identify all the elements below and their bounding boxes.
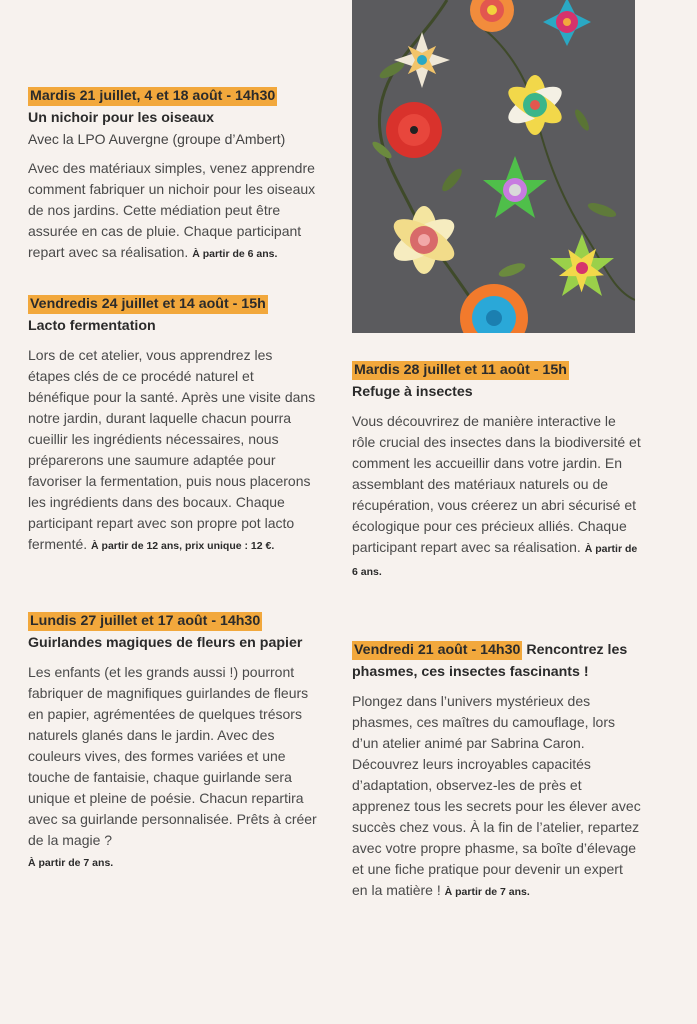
event-title: Lacto fermentation	[28, 318, 156, 334]
event-title: Rencontrez les phasmes, ces insectes fascinants !	[352, 642, 628, 680]
event-title: Refuge à insectes	[352, 384, 473, 400]
paper-flowers-photo	[352, 0, 635, 333]
event-date: Vendredi 21 août - 14h30	[354, 642, 521, 658]
event-description	[28, 158, 318, 265]
event-title: Guirlandes magiques de fleurs en papier	[28, 635, 303, 651]
event-description	[28, 345, 318, 557]
event-heading	[352, 639, 642, 683]
event-lacto	[28, 295, 318, 557]
event-date: Vendredis 24 juillet et 14 août - 15h	[30, 296, 266, 312]
event-description	[28, 662, 318, 874]
event-age: À partir de 7 ans.	[28, 857, 114, 869]
event-body-text: Les enfants (et les grands aussi !) pourront fabriquer de magnifiques guirlandes de fleurs en papier, agrémentées de quelques trésors naturels glanés dans le jardin. Avec des couleurs vives, des formes variées et une touche de fantaisie, chaque guirlande sera unique et pleine de poésie. Chacun repartira avec sa guirlande personnalisée. Prêts à créer de la magie ?	[28, 664, 317, 848]
event-date: Mardis 28 juillet et 11 août - 15h	[354, 362, 567, 378]
event-description	[352, 411, 642, 583]
event-description	[352, 691, 642, 903]
event-phasmes	[352, 639, 642, 903]
event-subtitle: Avec la LPO Auvergne (groupe d’Ambert)	[28, 131, 286, 147]
event-title: Un nichoir pour les oiseaux	[28, 110, 215, 126]
event-age: À partir de 6 ans.	[192, 248, 278, 260]
event-body-text: Plongez dans l’univers mystérieux des phasmes, ces maîtres du camouflage, lors d’un atelier animé par Sabrina Caron. Découvrez leurs incroyables capacités d’adaptation, observez-les de près et apprenez tous les secrets pour les élever avec succès chez vous. À la fin de l’atelier, repartez avec votre propre phasme, sa boîte d’élevage et une fiche pratique pour devenir un expert en la matière !	[352, 693, 641, 898]
event-body-text: Lors de cet atelier, vous apprendrez les étapes clés de ce procédé naturel et bénéfique pour la santé. Après une visite dans notre jardin, durant laquelle chacun pourra cueillir les ingrédients nécessaires, nous préparerons une saumure adaptée pour favoriser la fermentation, puis nous placerons les ingrédients dans des bocaux. Chaque participant repart avec son propre pot lacto fermenté.	[28, 347, 316, 552]
event-guirlandes	[28, 612, 318, 874]
event-age: À partir de 6 ans.	[352, 543, 638, 578]
event-body-text: Vous découvrirez de manière interactive le rôle crucial des insectes dans la biodiversité et comment les accueillir dans votre jardin. En assemblant des matériaux naturels ou de récupération, vous créerez un abri sécurisé et écologique pour ces précieux alliés. Chaque participant repart avec sa réalisation.	[352, 413, 641, 555]
event-body-text: Avec des matériaux simples, venez apprendre comment fabriquer un nichoir pour les oiseaux de nos jardins. Cette médiation peut être assurée en cas de pluie. Chaque participant repart avec sa réalisation.	[28, 160, 316, 260]
event-age: À partir de 7 ans.	[444, 886, 530, 898]
event-nichoir	[28, 87, 318, 265]
event-date: Lundis 27 juillet et 17 août - 14h30	[30, 613, 261, 629]
event-insectes	[352, 361, 642, 583]
event-date: Mardis 21 juillet, 4 et 18 août - 14h30	[30, 88, 276, 104]
paper-flower-garland-icon	[352, 0, 635, 333]
event-age: À partir de 12 ans, prix unique : 12 €.	[91, 540, 275, 552]
